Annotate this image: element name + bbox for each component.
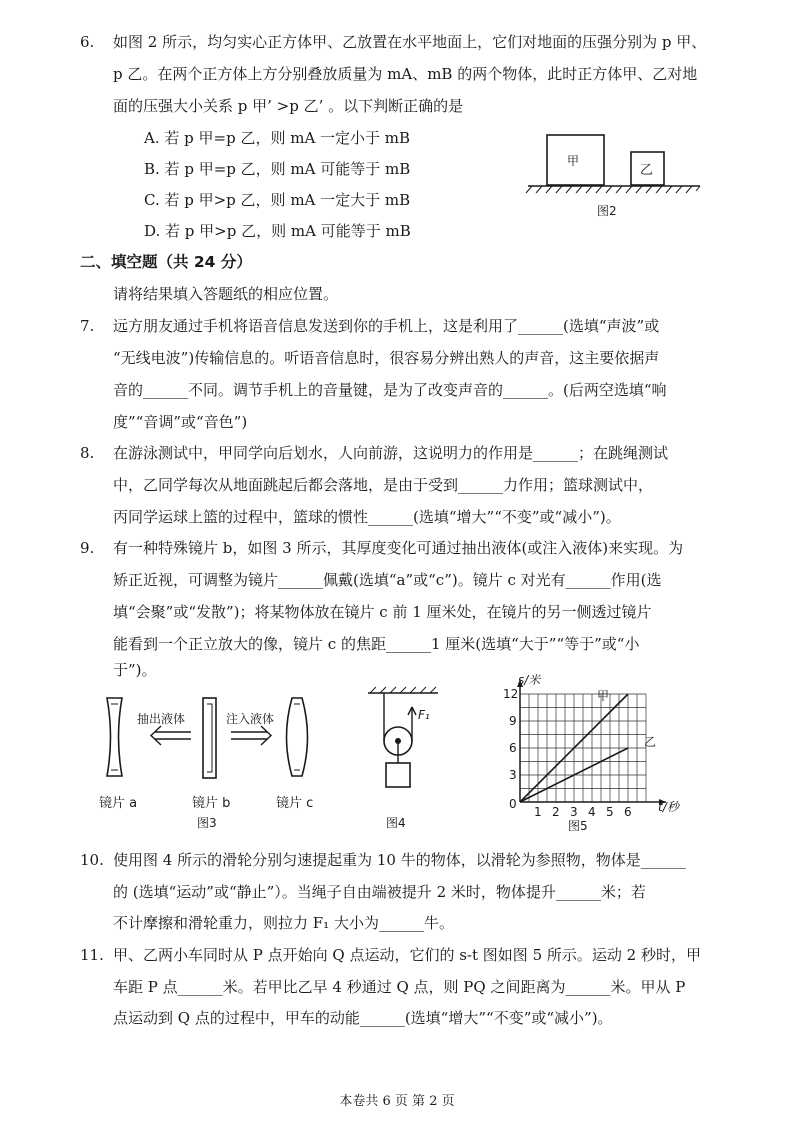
lens-b-shape [203,698,216,778]
ground-hatch [526,186,700,193]
figure-2 [520,128,710,224]
arrow-right-label: 注入液体 [226,712,275,726]
question-text-line: 丙同学运球上篮的过程中，篮球的惯性______(选填“增大”“不变”或“减小”)。 [113,508,621,526]
y-tick-label: 6 [509,741,517,755]
question-text-line: “无线电波”)传输信息的。听语音信息时，很容易分辨出熟人的声音，这主要依据声 [113,349,660,367]
question-text-line: 于”)。 [113,661,157,679]
page-footer: 本卷共 6 页 第 2 页 [339,1094,455,1109]
figure-4 [360,685,460,835]
section-title: 二、填空题（共 24 分） [80,253,252,271]
label-yi: 乙 [640,163,654,178]
question-text-line: 填“会聚”或“发散”)；将某物体放在镜片 c 前 1 厘米处，在镜片的另一侧透过镜片 [113,603,652,621]
option-b: B. 若 p 甲=p 乙，则 mA 可能等于 mB [144,160,411,178]
y-tick-label: 3 [509,768,517,782]
figure-5-chart [490,668,690,838]
question-number: 7. [80,317,95,335]
figure-4-caption: 图4 [386,816,406,830]
question-text-line: 有一种特殊镜片 b，如图 3 所示，其厚度变化可通过抽出液体(或注入液体)来实现。为 [113,539,684,557]
option-a: A. 若 p 甲=p 乙，则 mA 一定小于 mB [144,129,411,147]
chart-origin-label: 0 [509,797,517,811]
y-tick-label: 9 [509,714,517,728]
question-text-line: 中，乙同学每次从地面跳起后都会落地，是由于受到______力作用；篮球测试中， [113,476,654,494]
lens-a-label: 镜片 a [99,796,138,811]
x-tick-label: 4 [588,805,596,819]
x-tick-label: 1 [534,805,542,819]
question-text-line: 度”“音调”或“音色”) [113,413,248,431]
y-tick-label: 12 [503,687,519,701]
question-number: 8. [80,444,95,462]
question-text-line: 矫正近视，可调整为镜片______佩戴(选填“a”或“c”)。镜片 c 对光有______作用(选 [113,571,662,589]
chart-y-label: s/米 [518,673,541,687]
question-text-line: 远方朋友通过手机将语音信息发送到你的手机上，这是利用了______(选填“声波”或 [113,317,660,335]
arrow-left-label: 抽出液体 [137,712,186,726]
question-text-line: 能看到一个正立放大的像，镜片 c 的焦距______1 厘米(选填“大于”“等于”或“小 [113,635,640,653]
option-d: D. 若 p 甲>p 乙，则 mA 可能等于 mB [144,222,411,240]
lens-a-shape [107,698,122,776]
question-text-line: p 乙。在两个正方体上方分别叠放质量为 mA、mB 的两个物体，此时正方体甲、乙对地 [113,65,698,83]
question-text-line: 如图 2 所示，均匀实心正方体甲、乙放置在水平地面上，它们对地面的压强分别为 p 甲、 [113,33,707,51]
question-text-line: 车距 P 点______米。若甲比乙早 4 秒通过 Q 点，则 PQ 之间距离为______米。甲从 P [113,978,686,996]
question-text-line: 点运动到 Q 点的过程中，甲车的动能______(选填“增大”“不变”或“减小”)。 [113,1009,613,1027]
question-text-line: 使用图 4 所示的滑轮分别匀速提起重为 10 牛的物体，以滑轮为参照物，物体是______ [113,851,686,869]
question-text-line: 在游泳测试中，甲同学向后划水，人向前游，这说明力的作用是______；在跳绳测试 [113,444,669,462]
force-label: F₁ [418,708,430,722]
weight-block [386,763,410,787]
series-label-jia: 甲 [597,689,610,703]
arrow-right-icon [231,726,271,745]
question-text-line: 音的______不同。调节手机上的音量键，是为了改变声音的______。(后两空选填“响 [113,381,667,399]
figure-3 [95,690,335,840]
x-tick-label: 6 [624,805,632,819]
question-text-line: 甲、乙两小车同时从 P 点开始向 Q 点运动，它们的 s-t 图如图 5 所示。运动 2 秒时，甲 [113,946,701,964]
x-tick-label: 5 [606,805,614,819]
lens-c-label: 镜片 c [276,796,314,811]
figure-2-caption: 图2 [597,204,617,218]
figure-5-caption: 图5 [568,819,588,833]
question-number: 10. [80,851,104,869]
question-text-line: 的 (选填“运动”或“静止”）。当绳子自由端被提升 2 米时，物体提升______米；若 [113,883,646,901]
x-tick-label: 3 [570,805,578,819]
lens-b-label: 镜片 b [192,796,231,811]
label-jia: 甲 [567,154,580,168]
arrow-left-icon [151,726,191,745]
x-tick-label: 2 [552,805,560,819]
section-instruction: 请将结果填入答题纸的相应位置。 [113,285,339,303]
question-text-line: 不计摩擦和滑轮重力，则拉力 F₁ 大小为______牛。 [113,914,454,932]
question-number: 9. [80,539,95,557]
series-label-yi: 乙 [644,735,657,749]
question-number: 6. [80,33,95,51]
chart-x-label: t/秒 [658,800,679,814]
question-number: 11. [80,946,104,964]
question-text-line: 面的压强大小关系 p 甲’ >p 乙’ 。以下判断正确的是 [113,97,464,115]
figure-3-caption: 图3 [197,816,217,830]
option-c: C. 若 p 甲>p 乙，则 mA 一定大于 mB [144,191,411,209]
lens-c-shape [287,698,308,776]
